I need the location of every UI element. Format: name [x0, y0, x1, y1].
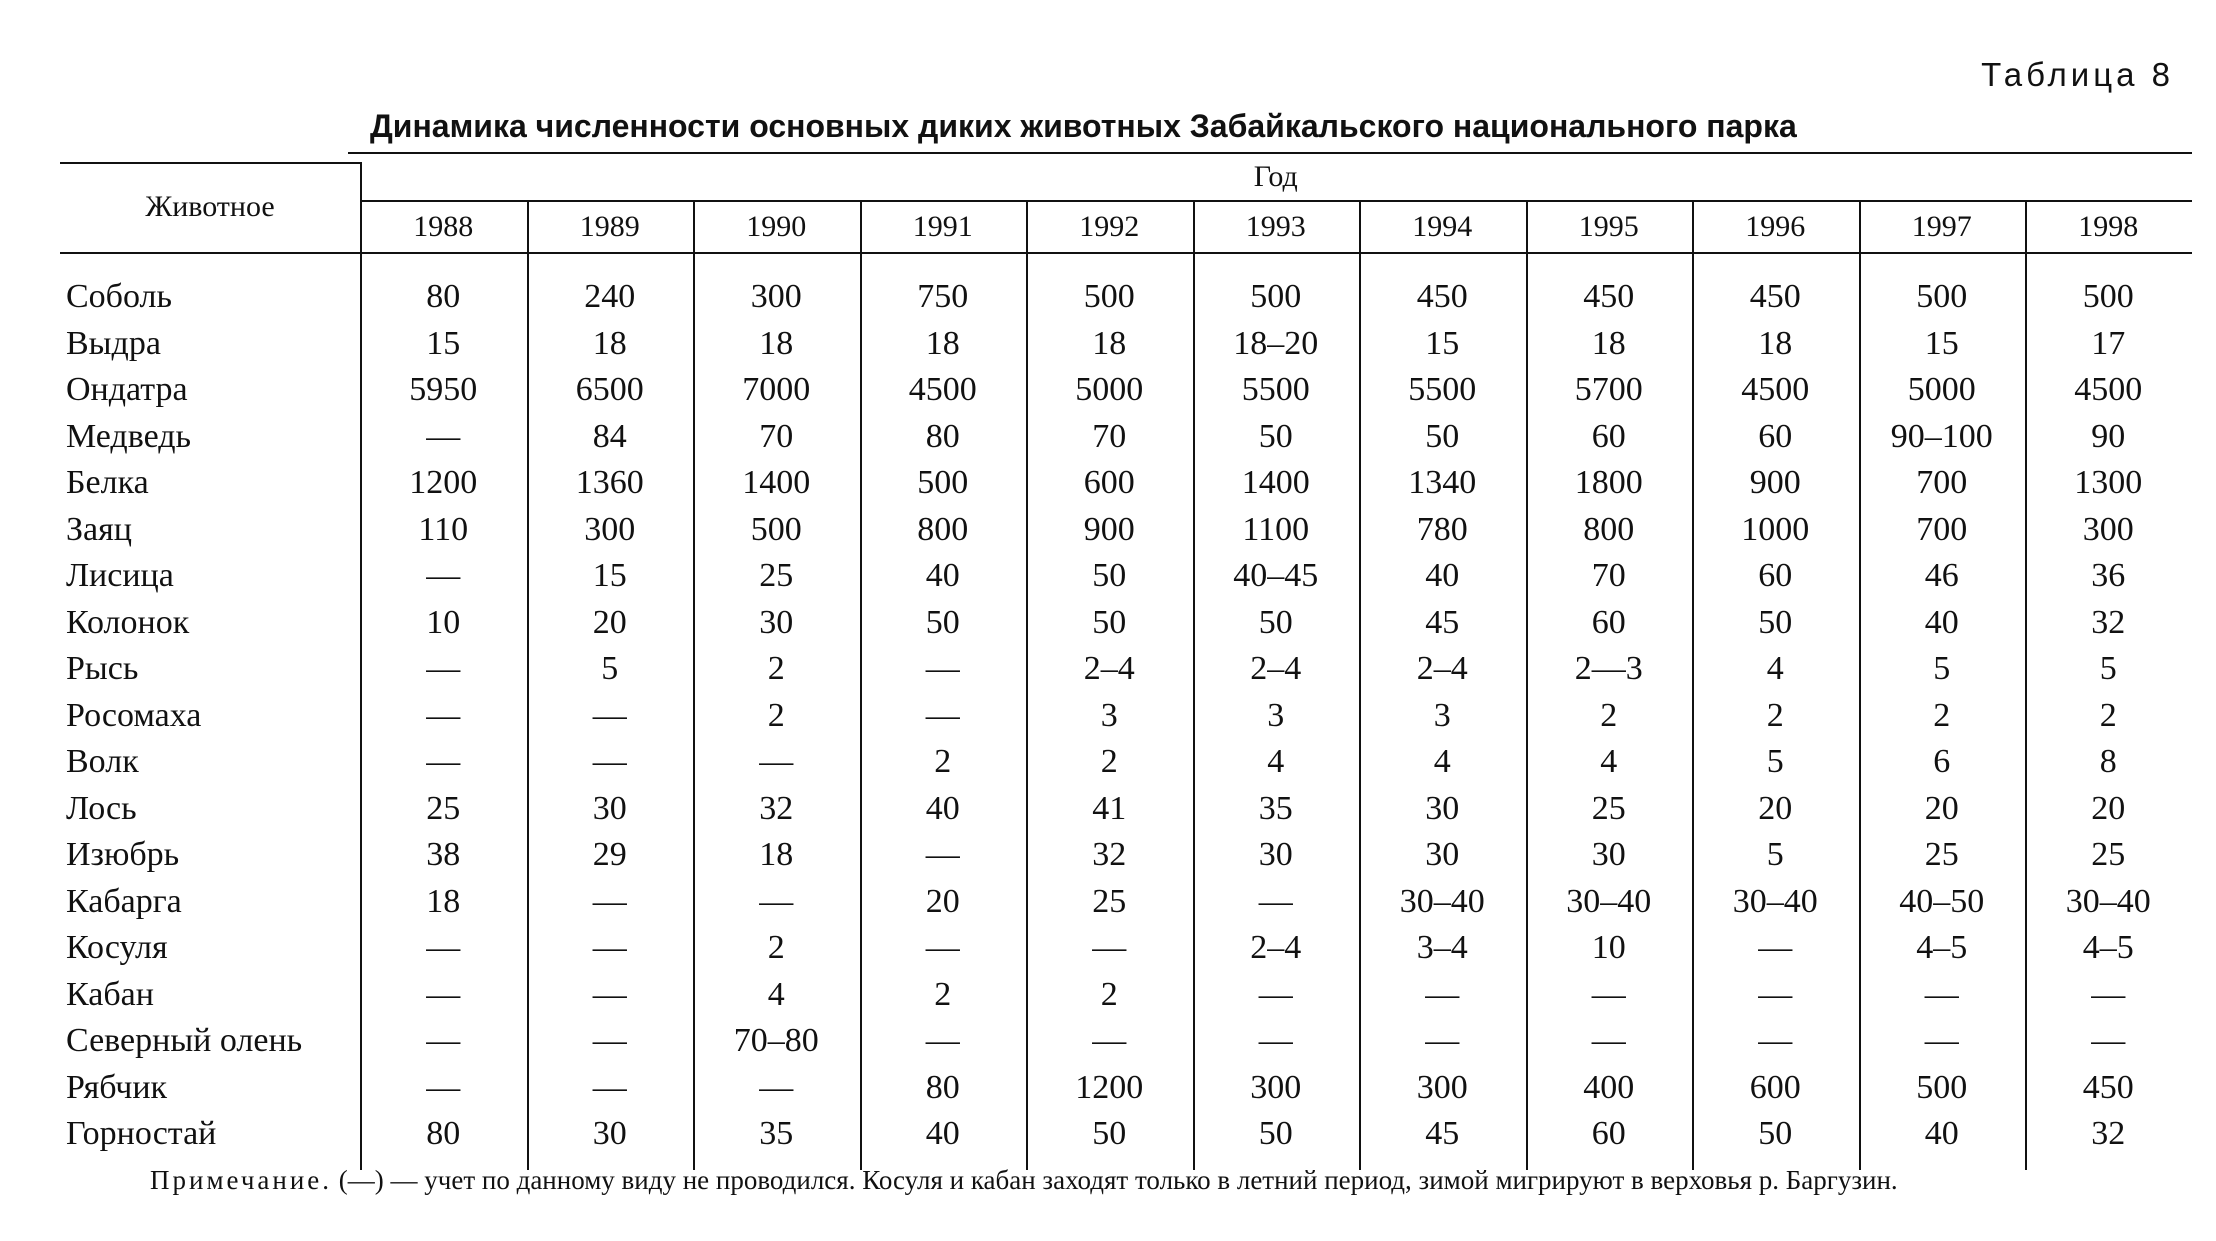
table-cell: 2–4 — [1250, 929, 1302, 966]
table-cell: 25 — [1092, 882, 1127, 920]
table-number: Таблица 8 — [1981, 56, 2174, 93]
animal-name: Изюбрь — [66, 836, 180, 873]
table-cell: 18 — [925, 324, 960, 362]
table-cell: 15 — [1924, 324, 1959, 362]
table-note — [60, 1160, 2176, 1200]
table-cell: 30 — [759, 603, 794, 641]
table-cell: 70 — [1591, 557, 1626, 594]
year-group-rule — [360, 200, 2192, 202]
table-cell: 1340 — [1408, 464, 1477, 501]
animal-column-header: Животное — [145, 190, 275, 223]
table-cell: 700 — [1916, 464, 1968, 501]
table-cell: 40 — [1924, 1115, 1959, 1152]
table-cell: 5500 — [1408, 371, 1477, 408]
table-cell: 300 — [2082, 510, 2134, 548]
table-cell: 2 — [1766, 696, 1784, 734]
year-header: 1995 — [1578, 210, 1639, 243]
table-cell: 20 — [925, 882, 960, 920]
table-cell: 40–50 — [1899, 882, 1985, 920]
table-cell: 18–20 — [1233, 324, 1319, 362]
table-cell: 5500 — [1241, 371, 1310, 408]
table-cell: 500 — [1083, 278, 1135, 315]
table-cell: 6 — [1933, 743, 1951, 780]
table-cell: 5000 — [1907, 371, 1976, 408]
table-cell: 750 — [917, 278, 969, 315]
table-cell: — — [592, 743, 627, 780]
table-cell: 20 — [1924, 789, 1959, 827]
table-cell: 4 — [767, 975, 785, 1013]
table-cell: 5000 — [1075, 371, 1144, 408]
animal-name: Горностай — [66, 1115, 217, 1152]
table-cell: 60 — [1591, 603, 1626, 641]
table-cell: 500 — [1916, 1068, 1968, 1106]
table-cell: 110 — [418, 510, 469, 548]
table-cell: 1800 — [1574, 464, 1643, 501]
table-cell: 40–45 — [1233, 557, 1319, 594]
table-cell: 17 — [2091, 324, 2126, 362]
table-cell: — — [759, 882, 794, 920]
table-cell: 45 — [1425, 603, 1460, 641]
table-cell: — — [1758, 975, 1793, 1013]
table-cell: 32 — [2091, 1115, 2126, 1152]
table-cell: 2 — [1100, 975, 1118, 1013]
table-cell: 500 — [750, 510, 802, 548]
table-cell: — — [1924, 975, 1959, 1013]
table-cell: — — [1092, 1022, 1127, 1059]
table-cell: 80 — [426, 1115, 461, 1152]
table-cell: 400 — [1583, 1068, 1635, 1106]
table-cell: 2 — [934, 975, 952, 1013]
table-cell: 25 — [759, 557, 794, 594]
table-cell: 46 — [1924, 557, 1959, 594]
table-cell: 3 — [1267, 696, 1285, 734]
table-cell: 5 — [2099, 650, 2117, 687]
table-cell: 50 — [1258, 417, 1293, 455]
animal-name: Рябчик — [66, 1068, 168, 1106]
animal-name: Косуля — [66, 929, 168, 966]
table-cell: 800 — [917, 510, 969, 548]
table-cell: 40 — [1425, 557, 1460, 594]
year-header: 1998 — [2078, 210, 2139, 243]
table-cell: 50 — [1258, 603, 1293, 641]
year-header: 1997 — [1911, 210, 1972, 243]
table-cell: 32 — [1092, 836, 1127, 873]
table-cell: — — [2091, 975, 2126, 1013]
table-cell: 900 — [1083, 510, 1135, 548]
table-cell: 25 — [426, 789, 461, 827]
table-cell: 30 — [592, 789, 627, 827]
table-cell: — — [592, 1068, 627, 1106]
table-cell: 4 — [1433, 743, 1451, 780]
animal-name: Выдра — [66, 324, 161, 362]
table-cell: 60 — [1591, 1115, 1626, 1152]
table-cell: — — [426, 743, 461, 780]
table-cell: — — [1758, 1022, 1793, 1059]
table-cell: — — [1092, 929, 1127, 966]
year-group-header: Год — [1253, 160, 1298, 193]
table-cell: 84 — [592, 417, 627, 455]
table-cell: 40 — [925, 1115, 960, 1152]
table-cell: 2 — [1600, 696, 1618, 734]
table-cell: — — [426, 696, 461, 734]
table-cell: 18 — [1591, 324, 1626, 362]
table-cell: 5 — [601, 650, 619, 687]
table-cell: 2 — [2099, 696, 2117, 734]
table-cell: 10 — [1591, 929, 1626, 966]
table-cell: 500 — [917, 464, 969, 501]
table-cell: 1400 — [742, 464, 811, 501]
table-cell: 18 — [759, 324, 794, 362]
table-cell: 1360 — [575, 464, 644, 501]
table-cell: 300 — [1250, 1068, 1302, 1106]
table-title: Динамика численности основных диких животных Забайкальского национального парка — [370, 108, 1797, 144]
table-cell: — — [1258, 1022, 1293, 1059]
table-cell: 90–100 — [1890, 417, 1993, 455]
table-cell: — — [426, 650, 461, 687]
table-cell: — — [925, 696, 960, 734]
table-cell: — — [592, 929, 627, 966]
table-cell: 2 — [767, 696, 785, 734]
table-cell: 40 — [925, 557, 960, 594]
table-cell: 20 — [2091, 789, 2126, 827]
table-cell: 500 — [1250, 278, 1302, 315]
table-cell: 50 — [1758, 603, 1793, 641]
table-cell: — — [426, 557, 461, 594]
table-cell: 18 — [592, 324, 627, 362]
table-cell: 4–5 — [2082, 929, 2134, 966]
table-cell: 45 — [1425, 1115, 1460, 1152]
note-caption: Примечание. — [150, 1165, 333, 1195]
table-cell: 18 — [426, 882, 461, 920]
table-cell: — — [1758, 929, 1793, 966]
table-cell: 5700 — [1574, 371, 1643, 408]
table-cell: 20 — [1758, 789, 1793, 827]
table-cell: 4500 — [908, 371, 977, 408]
table-cell: 780 — [1416, 510, 1468, 548]
animal-name: Лось — [66, 789, 137, 827]
table-cell: 7000 — [742, 371, 811, 408]
table-cell: 4–5 — [1916, 929, 1968, 966]
table-cell: — — [592, 882, 627, 920]
year-header: 1996 — [1745, 210, 1806, 243]
table-cell: 2 — [767, 929, 785, 966]
table-cell: 20 — [592, 603, 627, 641]
table-cell: 10 — [426, 603, 461, 641]
table-cell: 500 — [1916, 278, 1968, 315]
animal-name: Рысь — [66, 650, 139, 687]
year-header: 1988 — [413, 210, 474, 243]
table-cell: 50 — [925, 603, 960, 641]
table-cell: 30–40 — [2065, 882, 2151, 920]
table-cell: 3–4 — [1416, 929, 1468, 966]
table-cell: 25 — [1924, 836, 1959, 873]
table-cell: — — [1591, 1022, 1626, 1059]
table-cell: 30 — [1425, 836, 1460, 873]
table-cell: — — [426, 929, 461, 966]
table-cell: 4 — [1766, 650, 1784, 687]
table-cell: 700 — [1916, 510, 1968, 548]
table-cell: 35 — [759, 1115, 794, 1152]
table-cell: 18 — [1758, 324, 1793, 362]
year-header: 1990 — [746, 210, 807, 243]
table-cell: 50 — [1758, 1115, 1793, 1152]
table-cell: 60 — [1758, 557, 1793, 594]
table-cell: 80 — [925, 417, 960, 455]
table-cell: 15 — [426, 324, 461, 362]
table-cell: 5950 — [409, 371, 478, 408]
animal-name: Росомаха — [66, 696, 202, 734]
table-cell: 50 — [1425, 417, 1460, 455]
table-cell: 30 — [1425, 789, 1460, 827]
header-top-rule — [60, 162, 360, 164]
table-cell: 30 — [592, 1115, 627, 1152]
table-cell: 41 — [1092, 789, 1127, 827]
table-cell: 300 — [584, 510, 636, 548]
table-cell: 800 — [1583, 510, 1635, 548]
table-cell: 4500 — [2074, 371, 2143, 408]
table-cell: — — [1425, 1022, 1460, 1059]
table-cell: 50 — [1092, 603, 1127, 641]
table-cell: 3 — [1433, 696, 1451, 734]
table-cell: 50 — [1092, 557, 1127, 594]
animal-name: Колонок — [66, 603, 190, 641]
animal-name: Медведь — [66, 417, 192, 455]
table-cell: 35 — [1258, 789, 1293, 827]
animal-name: Кабан — [66, 975, 154, 1013]
table-cell: — — [925, 929, 960, 966]
table-cell: — — [592, 975, 627, 1013]
year-header: 1994 — [1412, 210, 1473, 243]
table-cell: — — [1591, 975, 1626, 1013]
table-cell: 18 — [1092, 324, 1127, 362]
table-cell: — — [426, 975, 461, 1013]
data-table — [60, 0, 2180, 1241]
table-cell: 2–4 — [1083, 650, 1135, 687]
table-cell: 4 — [1267, 743, 1285, 780]
animal-name: Ондатра — [66, 371, 188, 408]
table-cell: 900 — [1749, 464, 1801, 501]
table-cell: — — [592, 1022, 627, 1059]
table-cell: 30 — [1591, 836, 1626, 873]
year-header: 1992 — [1079, 210, 1140, 243]
table-cell: 450 — [1583, 278, 1635, 315]
table-cell: 70 — [759, 417, 794, 455]
table-cell: 240 — [584, 278, 636, 315]
animal-name: Соболь — [66, 278, 173, 315]
table-cell: 60 — [1591, 417, 1626, 455]
table-cell: 300 — [750, 278, 802, 315]
table-cell: 15 — [1425, 324, 1460, 362]
animal-name: Северный олень — [66, 1022, 303, 1059]
table-cell: 450 — [2082, 1068, 2134, 1106]
table-cell: 450 — [1749, 278, 1801, 315]
header-bottom-rule — [60, 252, 2192, 254]
table-cell: 30 — [1258, 836, 1293, 873]
table-cell: 1200 — [1075, 1068, 1144, 1106]
table-cell: — — [925, 1022, 960, 1059]
year-header: 1993 — [1245, 210, 1306, 243]
year-header: 1989 — [579, 210, 640, 243]
table-cell: — — [2091, 1022, 2126, 1059]
table-cell: 2–4 — [1416, 650, 1468, 687]
table-cell: 25 — [2091, 836, 2126, 873]
table-cell: — — [1258, 975, 1293, 1013]
note-text: (—) — учет по данному виду не проводился. Косуля и кабан заходят только в летний период, зимой мигрируют в верховья р. Баргузин. — [332, 1165, 1898, 1195]
animal-name: Белка — [66, 464, 149, 501]
table-cell: 450 — [1416, 278, 1468, 315]
table-cell: 600 — [1749, 1068, 1801, 1106]
table-cell: 30–40 — [1399, 882, 1485, 920]
table-cell: 30–40 — [1566, 882, 1652, 920]
table-cell: 500 — [2082, 278, 2134, 315]
table-cell: — — [1425, 975, 1460, 1013]
table-cell: 90 — [2091, 417, 2126, 455]
year-header: 1991 — [912, 210, 973, 243]
table-cell: 2—3 — [1574, 650, 1643, 687]
table-cell: — — [759, 1068, 794, 1106]
table-cell: 1200 — [409, 464, 478, 501]
table-cell: 4500 — [1741, 371, 1810, 408]
table-cell: — — [426, 1022, 461, 1059]
table-cell: 5 — [1933, 650, 1951, 687]
table-cell: 38 — [426, 836, 461, 873]
table-cell: — — [1258, 882, 1293, 920]
animal-name: Волк — [66, 743, 139, 780]
table-cell: 70 — [1092, 417, 1127, 455]
table-cell: 50 — [1092, 1115, 1127, 1152]
table-cell: — — [925, 650, 960, 687]
table-cell: 1000 — [1741, 510, 1810, 548]
table-cell: 32 — [759, 789, 794, 827]
table-cell: 5 — [1766, 836, 1784, 873]
table-cell: 600 — [1083, 464, 1135, 501]
table-cell: 80 — [925, 1068, 960, 1106]
table-cell: 1400 — [1241, 464, 1310, 501]
table-cell: 25 — [1591, 789, 1626, 827]
table-cell: 4 — [1600, 743, 1618, 780]
table-cell: 1300 — [2074, 464, 2143, 501]
table-cell: 6500 — [575, 371, 644, 408]
table-cell: 2 — [1100, 743, 1118, 780]
table-cell: 32 — [2091, 603, 2126, 641]
table-cell: — — [592, 696, 627, 734]
table-cell: 60 — [1758, 417, 1793, 455]
table-cell: — — [925, 836, 960, 873]
table-cell: — — [426, 1068, 461, 1106]
animal-name: Заяц — [66, 510, 132, 548]
table-cell: — — [759, 743, 794, 780]
table-cell: 2 — [767, 650, 785, 687]
table-cell: 50 — [1258, 1115, 1293, 1152]
table-cell: 3 — [1100, 696, 1118, 734]
table-cell: 36 — [2091, 557, 2126, 594]
table-cell: 300 — [1416, 1068, 1468, 1106]
animal-name: Кабарга — [66, 882, 182, 920]
table-cell: 18 — [759, 836, 794, 873]
table-cell: 40 — [925, 789, 960, 827]
table-cell: 5 — [1766, 743, 1784, 780]
table-cell: 2 — [934, 743, 952, 780]
table-cell: 80 — [426, 278, 461, 315]
table-cell: 29 — [592, 836, 627, 873]
table-cell: 15 — [592, 557, 627, 594]
table-cell: 40 — [1924, 603, 1959, 641]
table-cell: 2–4 — [1250, 650, 1302, 687]
table-cell: 70–80 — [733, 1022, 819, 1059]
table-cell: 8 — [2099, 743, 2117, 780]
table-cell: — — [1924, 1022, 1959, 1059]
animal-name: Лисица — [66, 557, 174, 594]
table-cell: — — [426, 417, 461, 455]
top-rule — [348, 152, 2192, 154]
table-cell: 30–40 — [1732, 882, 1818, 920]
table-cell: 2 — [1933, 696, 1951, 734]
table-cell: 1100 — [1242, 510, 1310, 548]
